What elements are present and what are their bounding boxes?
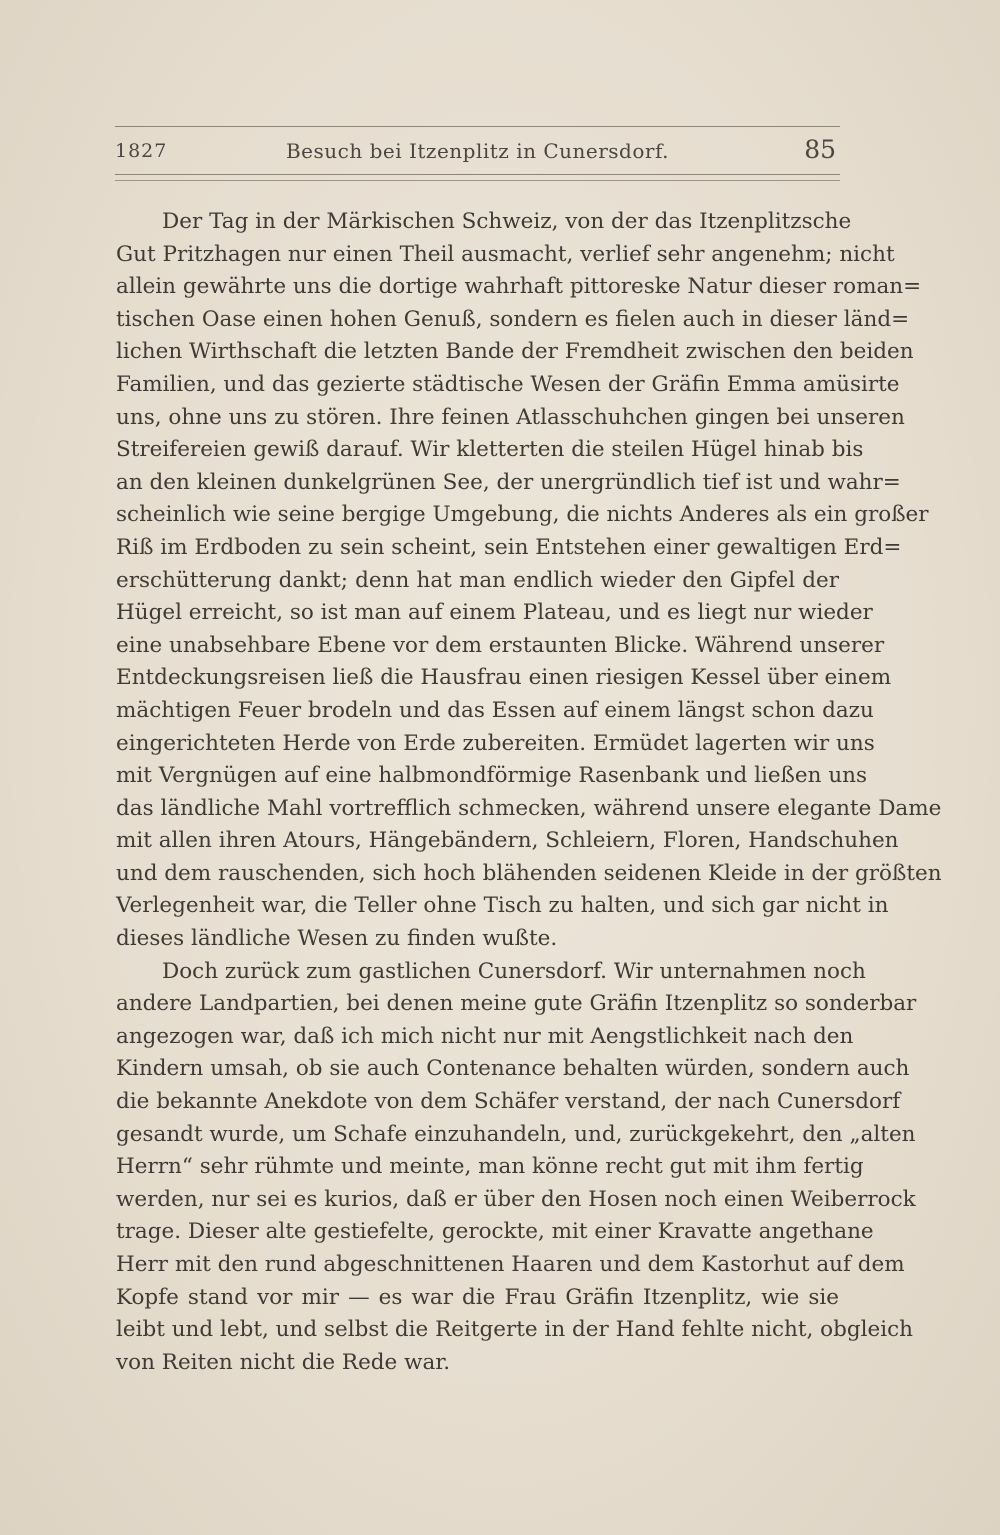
text-line: erschütterung dankt; denn hat man endlich wieder den Gipfel der [116,567,839,593]
text-line: und dem rauschenden, sich hoch blähenden seidenen Kleide in der größten [116,860,942,886]
text-line: Kindern umsah, ob sie auch Contenance behalten würden, sondern auch [116,1056,910,1082]
text-line: Riß im Erdboden zu sein scheint, sein Entstehen einer gewaltigen Erd= [116,534,902,560]
text-line: gesandt wurde, um Schafe einzuhandeln, und, zurückgekehrt, den „alten [116,1121,916,1147]
text-line: Der Tag in der Märkischen Schweiz, von der das Itzenplitzsche [162,209,852,234]
text-line: Gut Pritzhagen nur einen Theil ausmacht, verlief sehr angenehm; nicht [116,241,895,267]
text-line: eine unabsehbare Ebene vor dem erstaunten Blicke. Während unserer [116,632,885,658]
text-line: leibt und lebt, und selbst die Reitgerte in der Hand fehlte nicht, obgleich [116,1317,913,1343]
paragraph-end-line: von Reiten nicht die Rede war. [116,1349,451,1375]
header-year: 1827 [115,140,168,162]
text-line: lichen Wirthschaft die letzten Bande der Fremdheit zwischen den beiden [116,339,914,365]
text-line: Streifereien gewiß darauf. Wir kletterten die steilen Hügel hinab bis [116,437,864,463]
text-line: andere Landpartien, bei denen meine gute Gräfin Itzenplitz so sonderbar [116,991,917,1017]
text-line: Herr mit den rund abgeschnittenen Haaren und dem Kastorhut auf dem [116,1252,905,1277]
text-line: die bekannte Anekdote von dem Schäfer verstand, der nach Cunersdorf [116,1089,901,1115]
text-line: Verlegenheit war, die Teller ohne Tisch zu halten, und sich gar nicht in [116,893,889,919]
running-head [115,134,840,168]
text-line: trage. Dieser alte gestiefelte, gerockte, mit einer Kravatte angethane [116,1219,874,1245]
text-line: Hügel erreicht, so ist man auf einem Plateau, und es liegt nur wieder [116,600,873,626]
text-line: werden, nur sei es kurios, daß er über den Hosen noch einen Weiberrock [116,1186,916,1212]
page-number: 85 [804,135,836,164]
header-bottom-rule [115,174,840,175]
text-line: mächtigen Feuer brodeln und das Essen auf einem längst schon dazu [116,697,874,723]
header-bottom-rule-secondary [115,180,840,181]
text-line: scheinlich wie seine bergige Umgebung, die nichts Anderes als ein großer [116,502,929,528]
text-line: das ländliche Mahl vortrefflich schmecken, während unsere elegante Dame [116,795,942,821]
text-line: uns, ohne uns zu stören. Ihre feinen Atlasschuhchen gingen bei unseren [116,404,905,430]
text-line: allein gewährte uns die dortige wahrhaft pittoreske Natur dieser roman= [116,274,922,300]
paragraph-end-line: dieses ländliche Wesen zu finden wußte. [116,926,558,952]
text-line: angezogen war, daß ich mich nicht nur mit Aengstlichkeit nach den [116,1023,854,1049]
header-title: Besuch bei Itzenplitz in Cunersdorf. [285,139,670,163]
text-line: Doch zurück zum gastlichen Cunersdorf. Wir unternahmen noch [162,958,866,984]
text-line: an den kleinen dunkelgrünen See, der unergründlich tief ist und wahr= [116,469,901,495]
text-line: Familien, und das gezierte städtische Wesen der Gräfin Emma amüsirte [116,371,900,397]
text-line: mit allen ihren Atours, Hängebändern, Schleiern, Floren, Handschuhen [116,828,899,854]
text-line: mit Vergnügen auf eine halbmondförmige Rasenbank und ließen uns [116,763,868,789]
text-line: Kopfe stand vor mir — es war die Frau Gräfin Itzenplitz, wie sie [116,1284,839,1310]
text-line: Entdeckungsreisen ließ die Hausfrau einen riesigen Kessel über einem [116,665,892,691]
text-line: tischen Oase einen hohen Genuß, sondern es fielen auch in dieser länd= [116,306,910,332]
body-text [116,206,942,1379]
header-top-rule [115,126,840,127]
text-line: eingerichteten Herde von Erde zubereiten. Ermüdet lagerten wir uns [116,730,875,756]
text-line: Herrn“ sehr rühmte und meinte, man könne recht gut mit ihm fertig [116,1154,864,1180]
